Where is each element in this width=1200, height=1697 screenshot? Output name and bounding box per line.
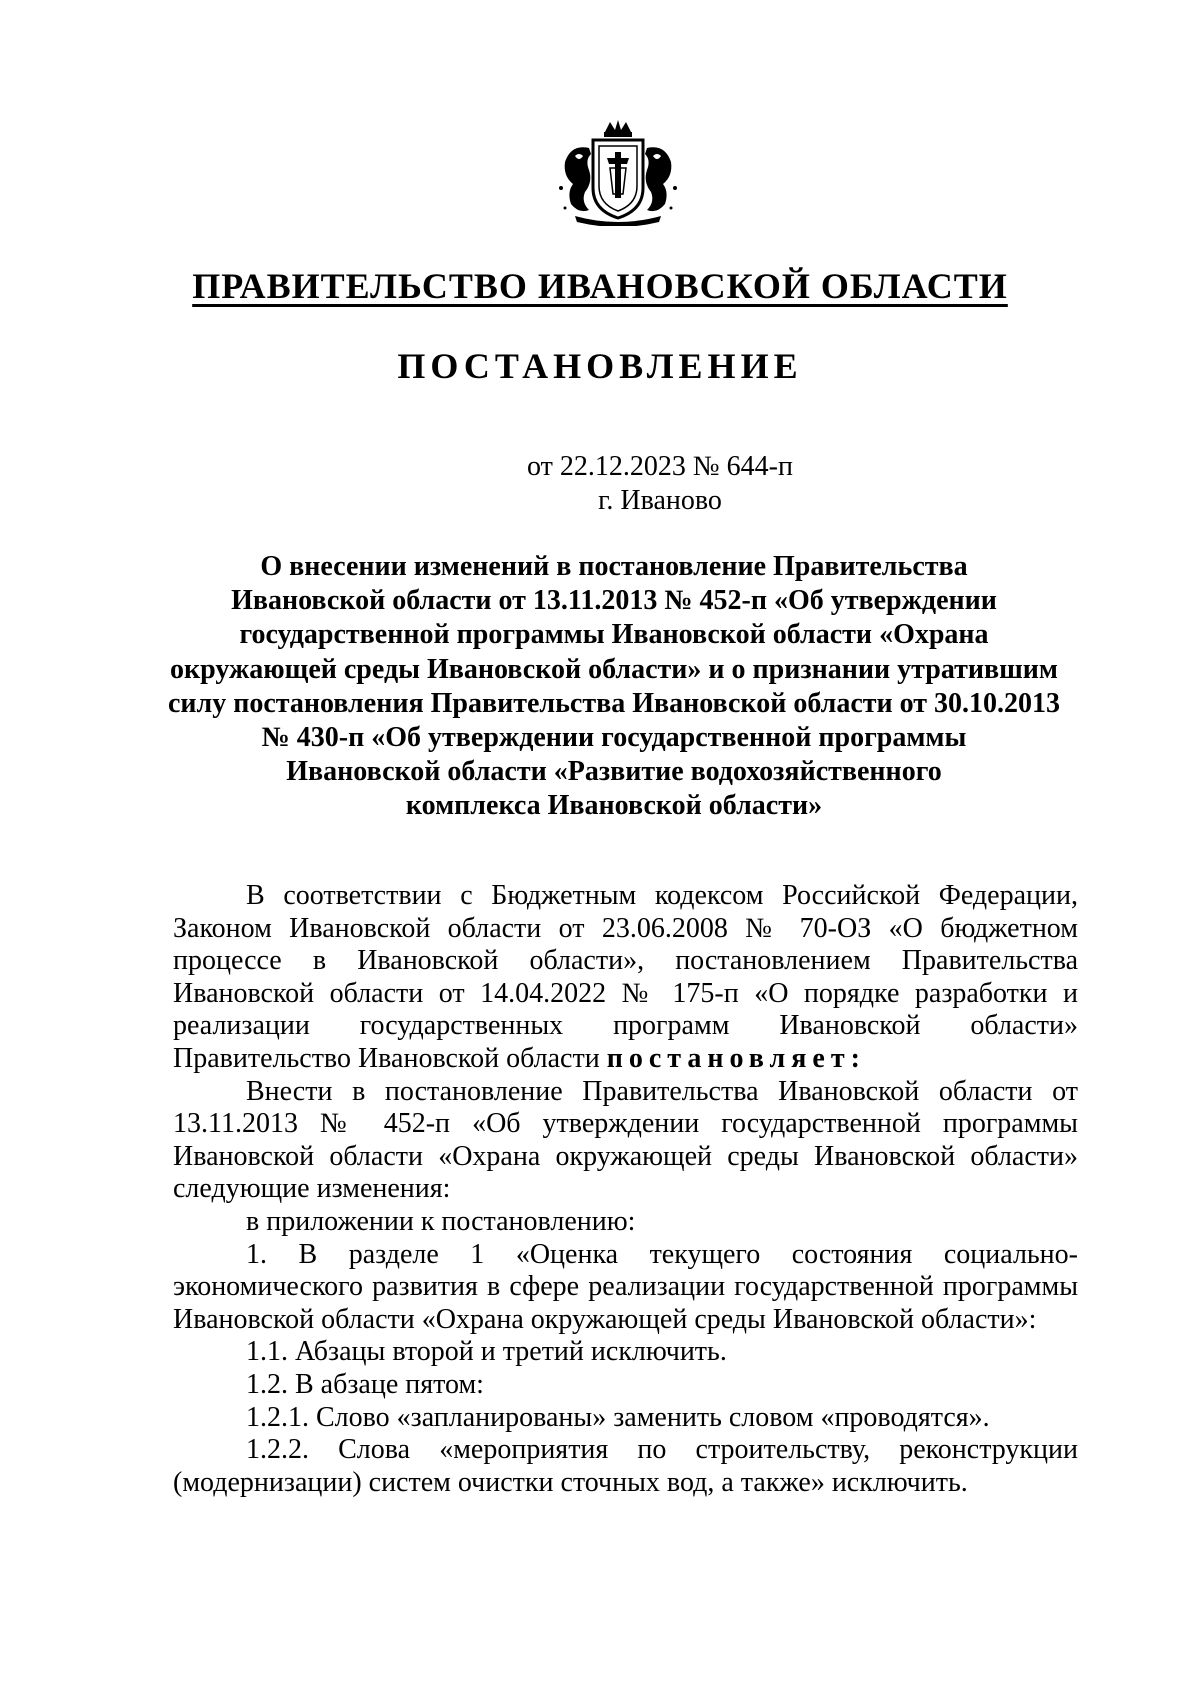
organization-name: ПРАВИТЕЛЬСТВО ИВАНОВСКОЙ ОБЛАСТИ [192, 266, 1008, 306]
paragraph: 1.1. Абзацы второй и третий исключить. [246, 1336, 727, 1368]
subject-line: О внесении изменений в постановление Правительства [260, 551, 968, 582]
paragraph: 1.2. В абзаце пятом: [246, 1368, 484, 1400]
coat-of-arms-icon [555, 118, 681, 226]
document-meta [0, 450, 1200, 518]
organization-title [0, 264, 1200, 308]
document-body [173, 880, 1078, 1499]
document-type-title: ПОСТАНОВЛЕНИЕ [397, 346, 803, 386]
subject-line: силу постановления Правительства Ивановской области от 30.10.2013 [167, 687, 1061, 719]
document-city: г. Иваново [598, 485, 722, 516]
document-date-number: от 22.12.2023 № 644-п [527, 451, 793, 482]
paragraph: 1.2.2. Слова «мероприятия по строительству, реконструкции (модернизации) систем очистки сточных вод, а также» исключить. [173, 1434, 1078, 1498]
preamble-action: постановляет: [606, 1042, 866, 1074]
paragraph: 1.2.1. Слово «запланированы» заменить словом «проводятся». [246, 1401, 990, 1433]
document-subject [150, 550, 1078, 824]
paragraph: Внести в постановление Правительства Ивановской области от 13.11.2013 № 452-п «Об утверждении государственной программы Ивановской области «Охрана окружающей среды Ивановской области» следующие изменения: [173, 1075, 1078, 1205]
subject-line: Ивановской области «Развитие водохозяйственного [286, 756, 942, 788]
paragraph-preamble [173, 880, 1078, 1076]
paragraph: в приложении к постановлению: [246, 1205, 636, 1237]
paragraph: 1. В разделе 1 «Оценка текущего состояния социально-экономического развития в сфере реализации государственной программы Ивановской области «Охрана окружающей среды Ивановской области»: [173, 1238, 1078, 1335]
subject-line: окружающей среды Ивановской области» и о признании утратившим [170, 653, 1058, 685]
subject-line: № 430-п «Об утверждении государственной программы [261, 722, 967, 754]
preamble-text: В соответствии с Бюджетным кодексом Российской Федерации, Законом Ивановской области от 23.06.2008 № 70-ОЗ «О бюджетном процессе в Ивановской области», постановлением Правительства Ивановской области от 14.04.2022 № 175-п «О порядке разработки и реализации государственных программ Ивановской области» Правительство Ивановской области [173, 880, 1078, 1074]
subject-line: Ивановской области от 13.11.2013 № 452-п «Об утверждении [231, 585, 997, 617]
subject-line: государственной программы Ивановской области «Охрана [239, 619, 989, 651]
subject-line: комплекса Ивановской области» [405, 790, 823, 822]
